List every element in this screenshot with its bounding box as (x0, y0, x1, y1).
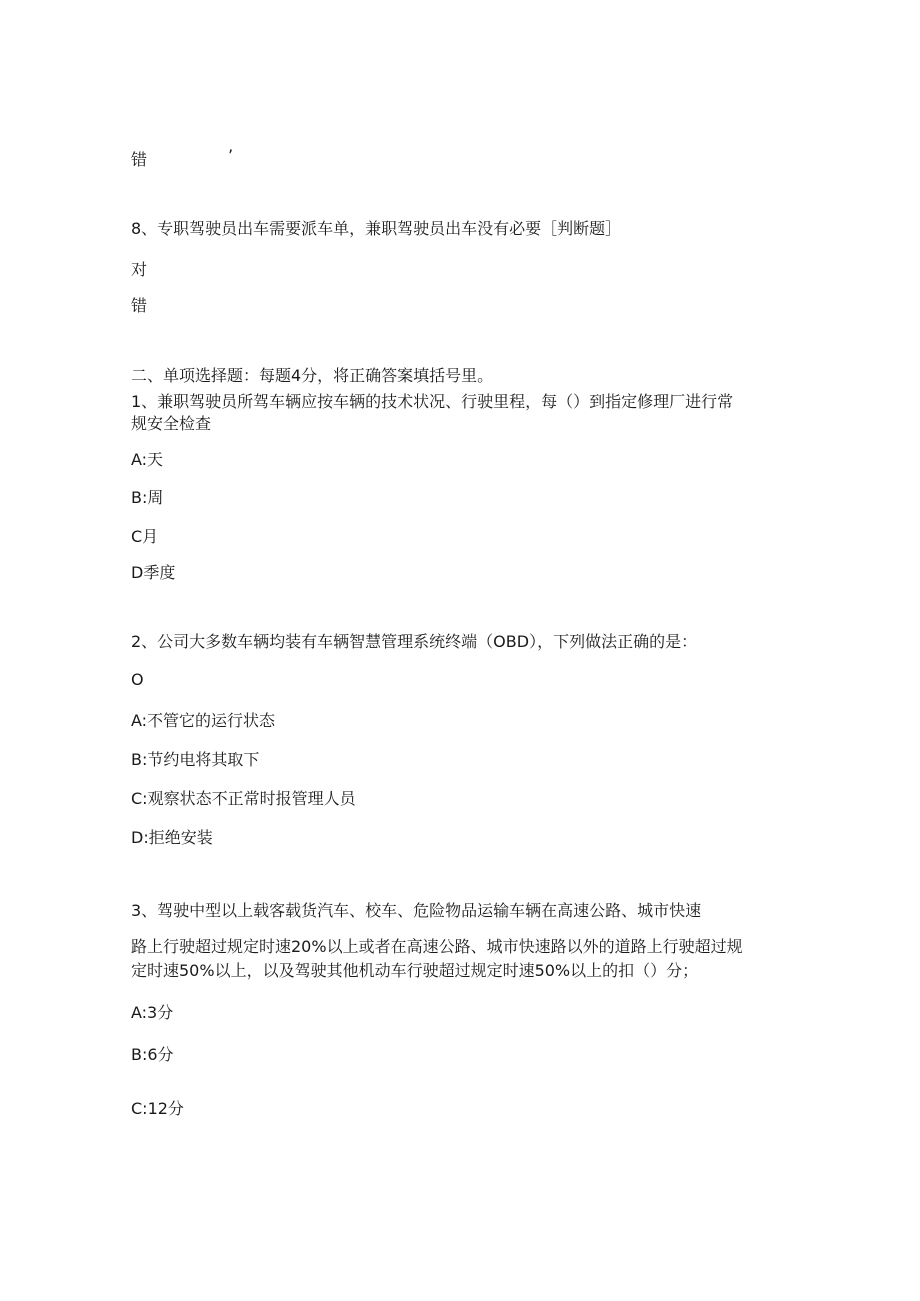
question-1-option-d: D季度 (131, 563, 176, 582)
question-3-text-line2: 路上行驶超过规定时速20%以上或者在高速公路、城市快速路以外的道路上行驶超过规 (131, 937, 743, 956)
question-1-option-b: B:周 (131, 488, 164, 507)
fragment-wrong: 错 (131, 150, 148, 169)
question-3-option-a: A:3分 (131, 1003, 174, 1022)
question-2-option-d: D:拒绝安装 (131, 828, 213, 847)
question-2-answer-paren: O (131, 670, 144, 689)
question-3-option-c: C:12分 (131, 1099, 184, 1118)
section-2-heading: 二、单项选择题：每题4分，将正确答案填括号里。 (131, 366, 494, 385)
question-2-option-a: A:不管它的运行状态 (131, 711, 276, 730)
question-1-option-a: A:天 (131, 450, 164, 469)
question-2-option-b: B:节约电将其取下 (131, 750, 260, 769)
question-3-option-b: B:6分 (131, 1045, 174, 1064)
question-2-option-c: C:观察状态不正常时报管理人员 (131, 789, 356, 808)
question-3-text-line1: 3、驾驶中型以上载客载货汽车、校车、危险物品运输车辆在高速公路、城市快速 (131, 901, 702, 920)
question-8-option-true: 对 (131, 260, 148, 279)
question-2-text: 2、公司大多数车辆均装有车辆智慧管理系统终端（OBD），下列做法正确的是： (131, 632, 698, 651)
question-3-text-line3: 定时速50%以上，以及驾驶其他机动车行驶超过规定时速50%以上的扣（）分； (131, 961, 699, 980)
question-1-text-line2: 规安全检查 (131, 414, 212, 433)
fragment-mark: ’ (228, 146, 234, 165)
question-1-text-line1: 1、兼职驾驶员所驾车辆应按车辆的技术状况、行驶里程，每（）到指定修理厂进行常 (131, 392, 734, 411)
question-8-option-false: 错 (131, 296, 148, 315)
question-8-text: 8、专职驾驶员出车需要派车单，兼职驾驶员出车没有必要［判断题］ (131, 219, 622, 238)
question-1-option-c: C月 (131, 527, 159, 546)
